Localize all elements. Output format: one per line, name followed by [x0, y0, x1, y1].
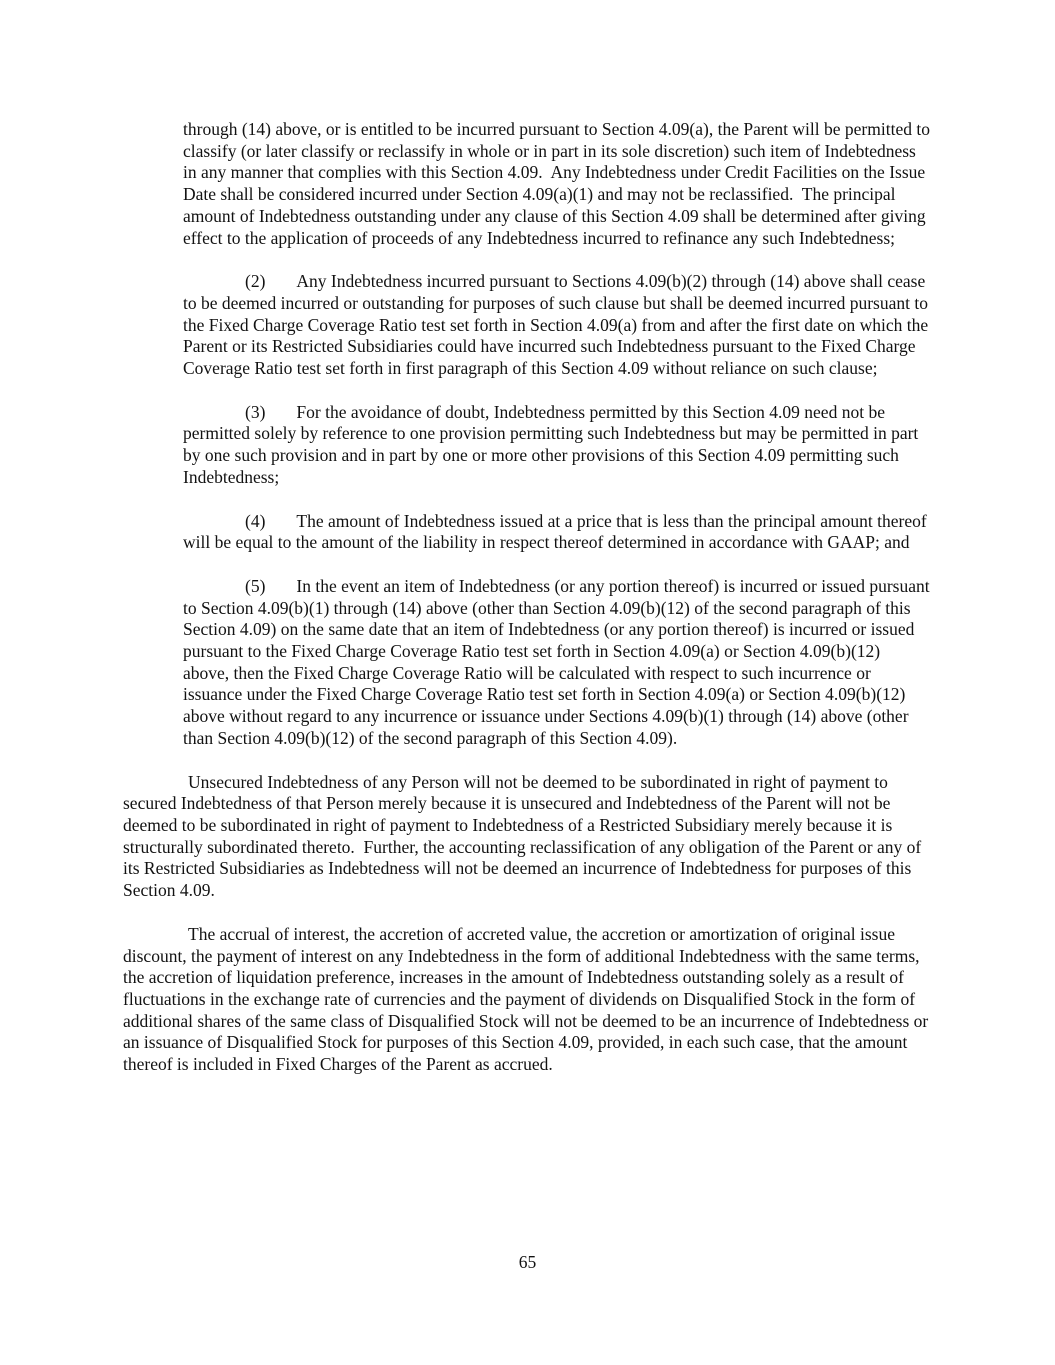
- clause-4-number: (4): [245, 510, 266, 531]
- clause-2-number: (2): [245, 271, 266, 292]
- clause-3-paragraph: [183, 402, 930, 489]
- clause-3-number: (3): [245, 401, 266, 422]
- clause-5-text: In the event an item of Indebtedness (or any portion thereof) is incurred or issued pursuant to Section 4.09(b)(1) through (14) above (other than Section 4.09(b)(12) of the second paragraph of this Section 4.09) on the same date that an item of Indebtedness (or any portion thereof) is incurred or issued pursuant to the Fixed Charge Coverage Ratio test set forth in Section 4.09(a) or Section 4.09(b)(12) above, then the Fixed Charge Coverage Ratio will be calculated with respect to such incurrence or issuance under the Fixed Charge Coverage Ratio test set forth in Section 4.09(a) or Section 4.09(b)(12) above without regard to any incurrence or issuance under Sections 4.09(b)(1) through (14) above (other than Section 4.09(b)(12) of the second paragraph of this Section 4.09).: [183, 575, 934, 748]
- clause-4-paragraph: [183, 511, 930, 554]
- clause-5-paragraph: [183, 575, 934, 750]
- clause-4-text: The amount of Indebtedness issued at a price that is less than the principal amount thereof will be equal to the amount of the liability in respect thereof determined in accordance with GAAP; and: [183, 510, 932, 553]
- body-paragraph-unsecured-indebtedness: Unsecured Indebtedness of any Person will not be deemed to be subordinated in right of payment to secured Indebtedness of that Person merely because it is unsecured and Indebtedness of the Parent will not be deemed to be subordinated in right of payment to Indebtedness of a Restricted Subsidiary merely because it is structurally subordinated thereto. Further, the accounting reclassification of any obligation of the Parent or any of its Restricted Subsidiaries as Indebtedness will not be deemed an incurrence of Indebtedness for purposes of this Section 4.09.: [123, 771, 926, 901]
- page-number: 65: [518, 1252, 537, 1272]
- clause-2-paragraph: [183, 271, 933, 380]
- continuation-clause-paragraph: through (14) above, or is entitled to be incurred pursuant to Section 4.09(a), the Parent will be permitted to classify (or later classify or reclassify in whole or in part in its sole discretion) such item of Indebtedness in any manner that complies with this Section 4.09. Any Indebtedness under Credit Facilities on the Issue Date shall be considered incurred under Section 4.09(a)(1) and may not be reclassified. The principal amount of Indebtedness outstanding under any clause of this Section 4.09 shall be determined after giving effect to the application of proceeds of any Indebtedness incurred to refinance any such Indebtedness;: [183, 119, 935, 248]
- clause-3-text: For the avoidance of doubt, Indebtedness permitted by this Section 4.09 need not be permitted solely by reference to one provision permitting such Indebtedness but may be permitted in part by one such provision and in part by one or more other provisions of this Section 4.09 permitting such Indebtedness;: [183, 401, 923, 487]
- clause-5-number: (5): [245, 575, 266, 596]
- body-paragraph-accrual-of-interest: The accrual of interest, the accretion of accreted value, the accretion or amortization of original issue discount, the payment of interest on any Indebtedness in the form of additional Indebtedness with the same terms, the accretion of liquidation preference, increases in the amount of Indebtedness outstanding solely as a result of fluctuations in the exchange rate of currencies and the payment of dividends on Disqualified Stock in the form of additional shares of the same class of Disqualified Stock will not be deemed to be an incurrence of Indebtedness or an issuance of Disqualified Stock for purposes of this Section 4.09, provided, in each such case, that the amount thereof is included in Fixed Charges of the Parent as accrued.: [123, 923, 933, 1075]
- clause-2-text: Any Indebtedness incurred pursuant to Sections 4.09(b)(2) through (14) above shall cease to be deemed incurred or outstanding for purposes of such clause but shall be deemed incurred pursuant to the Fixed Charge Coverage Ratio test set forth in Section 4.09(a) from and after the first date on which the Parent or its Restricted Subsidiaries could have incurred such Indebtedness pursuant to the Fixed Charge Coverage Ratio test set forth in first paragraph of this Section 4.09 without reliance on such clause;: [183, 271, 933, 379]
